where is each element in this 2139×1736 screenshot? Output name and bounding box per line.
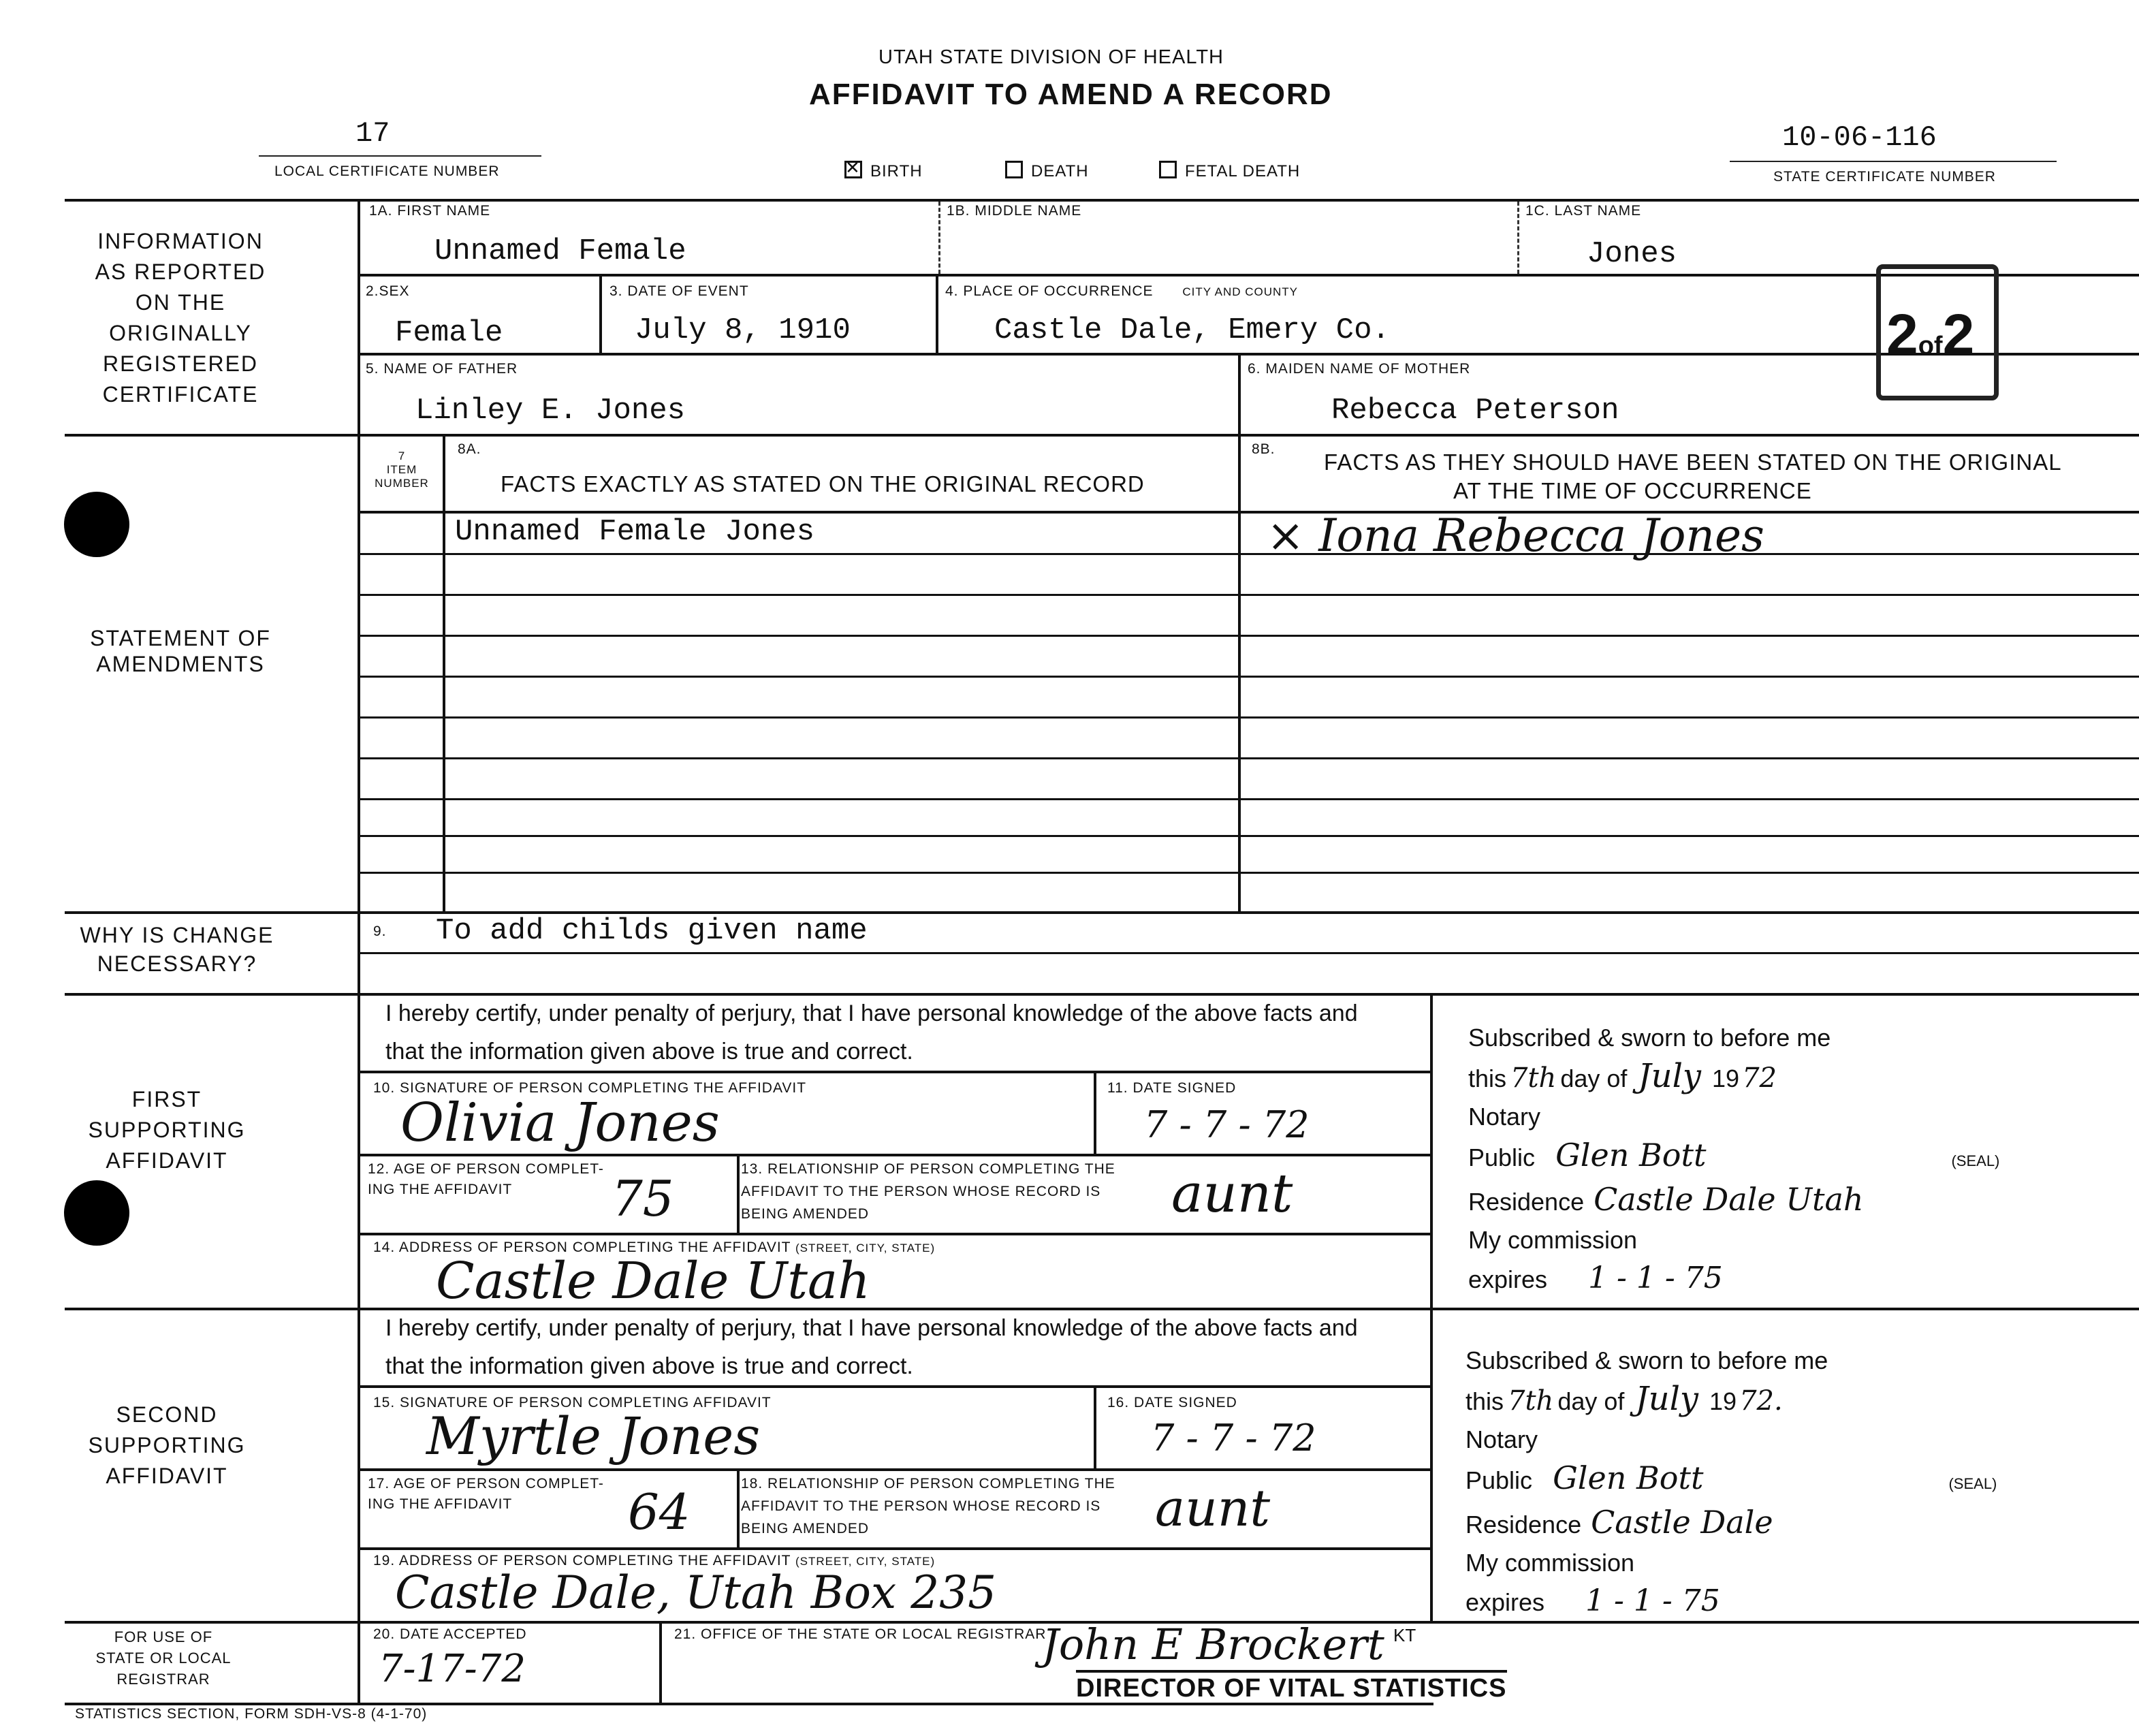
first-relationship-value: aunt [1171, 1163, 1293, 1225]
second-address-label: 19. ADDRESS OF PERSON COMPLETING THE AFFIDAVIT (STREET, CITY, STATE) [373, 1553, 936, 1568]
second-date-signed: 7 - 7 - 72 [1151, 1417, 1316, 1459]
last-name-value: Jones [1587, 237, 1677, 271]
second-relationship-label: 18. RELATIONSHIP OF PERSON COMPLETING THE AFFIDAVIT TO THE PERSON WHOSE RECORD IS BEING AMENDED [741, 1476, 1115, 1536]
col-8a-label: FACTS EXACTLY AS STATED ON THE ORIGINAL RECORD [501, 471, 1145, 496]
section-why-change: WHY IS CHANGE NECESSARY? [80, 923, 274, 976]
registrar-office-label: 21. OFFICE OF THE STATE OR LOCAL REGISTRAR [674, 1626, 1047, 1642]
state-certificate-label: STATE CERTIFICATE NUMBER [1773, 169, 1996, 185]
last-name-label: 1C. LAST NAME [1525, 203, 1642, 219]
registrar-initials: KT [1393, 1625, 1416, 1645]
first-name-label: 1A. FIRST NAME [369, 203, 491, 219]
section-statement-of-amendments: STATEMENT OF AMENDMENTS [90, 626, 271, 676]
second-address-value: Castle Dale, Utah Box 235 [395, 1566, 997, 1619]
local-certificate-number: 17 [355, 117, 390, 150]
first-signature-label: 10. SIGNATURE OF PERSON COMPLETING THE AFFIDAVIT [373, 1080, 807, 1096]
col-8b-label-2: AT THE TIME OF OCCURRENCE [1453, 478, 1812, 503]
place-value: Castle Dale, Emery Co. [994, 313, 1390, 347]
place-label: 4. PLACE OF OCCURRENCE CITY AND COUNTY [945, 283, 1298, 299]
col-8b-label-1: FACTS AS THEY SHOULD HAVE BEEN STATED ON THE ORIGINAL [1324, 449, 2062, 475]
section-registrar: FOR USE OF STATE OR LOCAL REGISTRAR [95, 1628, 232, 1688]
first-date-signed: 7 - 7 - 72 [1144, 1103, 1310, 1146]
mother-label: 6. MAIDEN NAME OF MOTHER [1248, 361, 1471, 377]
first-address-label: 14. ADDRESS OF PERSON COMPLETING THE AFFIDAVIT (STREET, CITY, STATE) [373, 1240, 936, 1255]
second-age-label: 17. AGE OF PERSON COMPLET- ING THE AFFIDAVIT [368, 1476, 604, 1512]
page-stamp: 2of2 [1876, 264, 1999, 400]
birth-checkbox[interactable]: ✕ [844, 161, 862, 178]
section-second-affidavit: SECOND SUPPORTING AFFIDAVIT [88, 1402, 246, 1488]
second-relationship-value: aunt [1155, 1479, 1271, 1538]
second-certification-text: I hereby certify, under penalty of perjury, that I have personal knowledge of the above facts and that the information given above is true and correct. [385, 1315, 1358, 1379]
date-accepted-label: 20. DATE ACCEPTED [373, 1626, 527, 1642]
section-original-info: INFORMATION AS REPORTED ON THE ORIGINALLY REGISTERED CERTIFICATE [95, 229, 266, 407]
col-8a-num: 8A. [458, 441, 481, 457]
why-value: To add childs given name [436, 914, 868, 948]
record-type-fetal-death[interactable]: FETAL DEATH [1159, 161, 1300, 181]
second-signature[interactable]: Myrtle Jones [426, 1406, 761, 1466]
second-signature-label: 15. SIGNATURE OF PERSON COMPLETING AFFIDAVIT [373, 1395, 772, 1410]
col-8b-num: 8B. [1252, 441, 1276, 457]
punch-hole-top [64, 492, 129, 557]
why-number: 9. [373, 924, 387, 939]
punch-hole-bottom [64, 1180, 129, 1246]
date-of-event-value: July 8, 1910 [635, 313, 851, 347]
registrar-title: DIRECTOR OF VITAL STATISTICS [1076, 1670, 1507, 1703]
first-address-value: Castle Dale Utah [436, 1252, 870, 1310]
first-age-label: 12. AGE OF PERSON COMPLET- ING THE AFFIDAVIT [368, 1161, 604, 1197]
record-type-death[interactable]: DEATH [1005, 161, 1089, 181]
registrar-signature: John E Brockert [1042, 1620, 1384, 1669]
first-relationship-label: 13. RELATIONSHIP OF PERSON COMPLETING THE AFFIDAVIT TO THE PERSON WHOSE RECORD IS BEING AMENDED [741, 1161, 1115, 1222]
sex-value: Female [395, 316, 503, 350]
record-type-birth[interactable]: ✕ BIRTH [845, 157, 923, 180]
amendment-corrected-value: × Iona Rebecca Jones [1267, 509, 1764, 562]
first-signature[interactable]: Olivia Jones [400, 1092, 720, 1154]
state-certificate-number: 10-06-116 [1782, 121, 1937, 154]
first-age-value: 75 [612, 1170, 674, 1227]
local-certificate-label: LOCAL CERTIFICATE NUMBER [274, 163, 500, 179]
second-date-label: 16. DATE SIGNED [1107, 1395, 1237, 1410]
amendment-original-value: Unnamed Female Jones [455, 515, 815, 549]
date-of-event-label: 3. DATE OF EVENT [609, 283, 749, 299]
middle-name-label: 1B. MIDDLE NAME [947, 203, 1082, 219]
second-notary-block: Subscribed & sworn to before me this 7th day of July 19 72. Notary Public Glen Bott (SEAL) Residence Castle Dale My commission expires 1 - 1 - 75 [1465, 1346, 1997, 1618]
second-age-value: 64 [628, 1483, 691, 1541]
death-checkbox[interactable] [1005, 161, 1023, 178]
first-certification-text: I hereby certify, under penalty of perjury, that I have personal knowledge of the above facts and that the information given above is true and correct. [385, 1000, 1358, 1064]
form-id: STATISTICS SECTION, FORM SDH-VS-8 (4-1-70) [75, 1706, 428, 1722]
fetal-death-checkbox[interactable] [1159, 161, 1177, 178]
section-first-affidavit: FIRST SUPPORTING AFFIDAVIT [88, 1087, 246, 1173]
date-accepted-value: 7-17-72 [379, 1647, 526, 1691]
item-number-label: 7 ITEM NUMBER [375, 449, 429, 490]
sex-label: 2.SEX [366, 283, 410, 299]
form-title: AFFIDAVIT TO AMEND A RECORD [809, 78, 1333, 111]
first-notary-block: Subscribed & sworn to before me this 7th day of July 19 72 Notary Public Glen Bott (SEAL) Residence Castle Dale Utah My commission expires 1 - 1 - 75 [1468, 1024, 2000, 1295]
father-label: 5. NAME OF FATHER [366, 361, 518, 377]
agency-name: UTAH STATE DIVISION OF HEALTH [878, 46, 1224, 68]
first-date-label: 11. DATE SIGNED [1107, 1080, 1237, 1096]
first-name-value: Unnamed Female [434, 234, 686, 268]
mother-value: Rebecca Peterson [1331, 394, 1619, 428]
father-value: Linley E. Jones [415, 394, 686, 428]
